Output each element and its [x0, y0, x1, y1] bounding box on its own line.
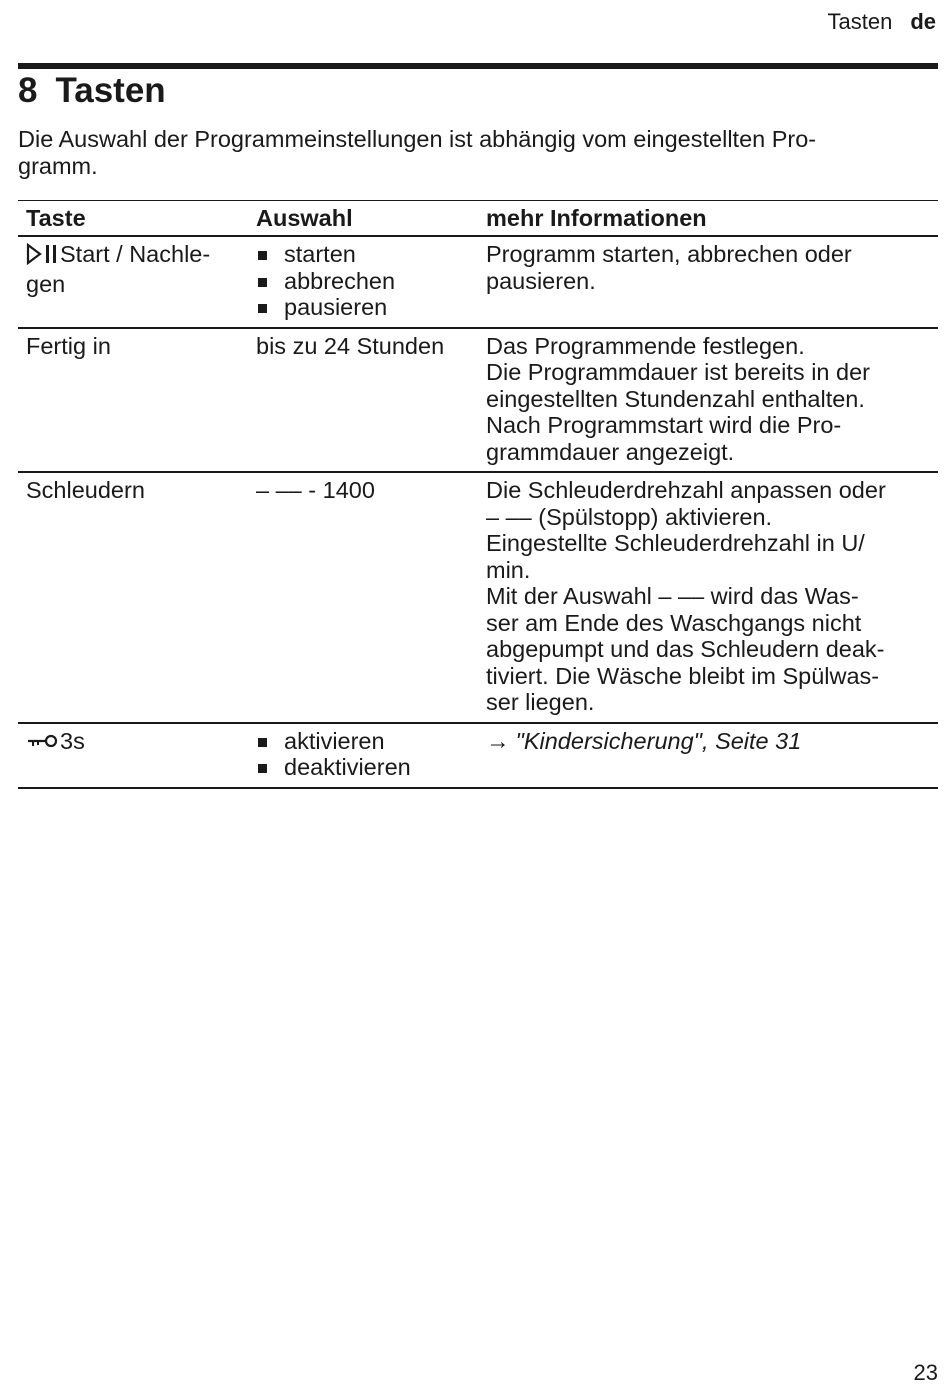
info-line: Eingestellte Schleuderdrehzahl in U/ — [486, 530, 865, 556]
selection-cell — [248, 236, 478, 328]
key-label-line: Schleudern — [26, 477, 145, 503]
info-cell — [478, 236, 938, 328]
table-row — [18, 328, 938, 473]
key-lock-icon — [26, 731, 60, 758]
chapter-title — [18, 68, 166, 114]
header-language: de — [910, 9, 936, 34]
column-header-taste: Taste — [18, 201, 248, 237]
key-label-line: Start / Nachle- — [60, 241, 211, 267]
buttons-table-wrap — [18, 200, 938, 789]
column-header-auswahl: Auswahl — [248, 201, 478, 237]
column-header-info: mehr Informationen — [478, 201, 938, 237]
key-label-line: Fertig in — [26, 332, 111, 359]
info-line: Die Schleuderdrehzahl anpassen oder — [486, 477, 886, 503]
intro-paragraph — [18, 126, 918, 180]
options-list — [256, 241, 470, 321]
table-row — [18, 472, 938, 723]
table-header-row — [18, 201, 938, 237]
selection-cell — [248, 328, 478, 473]
info-line: ser liegen. — [486, 689, 595, 715]
table-row — [18, 723, 938, 788]
header-section: Tasten — [827, 9, 893, 34]
option-item: deaktivieren — [256, 754, 470, 781]
selection-cell — [248, 472, 478, 723]
info-cell — [478, 723, 938, 788]
chapter-title-text: Tasten — [55, 71, 166, 110]
key-label-line: gen — [26, 270, 66, 297]
info-line: pausieren. — [486, 267, 596, 294]
key-cell — [18, 236, 248, 328]
key-label-line: 3s — [60, 727, 85, 754]
selection-cell — [248, 723, 478, 788]
info-cell — [478, 328, 938, 473]
info-line: eingestellten Stundenzahl enthalten. — [486, 385, 865, 412]
table-row — [18, 236, 938, 328]
running-header — [827, 8, 936, 36]
options-list — [256, 728, 470, 781]
selection-text: – –– - 1400 — [256, 477, 375, 503]
info-line: Nach Programmstart wird die Pro- — [486, 412, 842, 438]
key-cell — [18, 723, 248, 788]
option-item: pausieren — [256, 294, 470, 321]
option-item: aktivieren — [256, 728, 470, 755]
page-number: 23 — [913, 1360, 938, 1385]
info-line: Die Programmdauer ist bereits in der — [486, 359, 870, 385]
info-line: Mit der Auswahl – –– wird das Was- — [486, 583, 859, 609]
key-cell — [18, 472, 248, 723]
option-item: starten — [256, 241, 470, 268]
info-line: tiviert. Die Wäsche bleibt im Spülwas- — [486, 662, 880, 689]
info-cell — [478, 472, 938, 723]
buttons-table — [18, 200, 938, 789]
info-line: grammdauer angezeigt. — [486, 438, 735, 465]
info-line: min. — [486, 556, 531, 583]
info-line: – –– (Spülstopp) aktivieren. — [486, 503, 773, 530]
chapter-number: 8 — [18, 71, 38, 110]
info-line: ser am Ende des Waschgangs nicht — [486, 609, 862, 636]
arrow-right-icon: → — [486, 727, 510, 754]
option-item: abbrechen — [256, 268, 470, 295]
info-line: Programm starten, abbrechen oder — [486, 241, 852, 267]
cross-reference-text: "Kindersicherung", Seite 31 — [515, 727, 802, 754]
selection-text: bis zu 24 Stunden — [256, 332, 445, 359]
cross-reference-link[interactable] — [486, 728, 930, 755]
info-line: Das Programmende festlegen. — [486, 332, 805, 359]
info-line: abgepumpt und das Schleudern deak- — [486, 636, 885, 662]
play-pause-icon — [26, 243, 60, 271]
intro-line: Die Auswahl der Programmeinstellungen ist abhängig vom eingestellten Pro- — [18, 126, 817, 152]
intro-line: gramm. — [18, 153, 98, 179]
key-cell — [18, 328, 248, 473]
